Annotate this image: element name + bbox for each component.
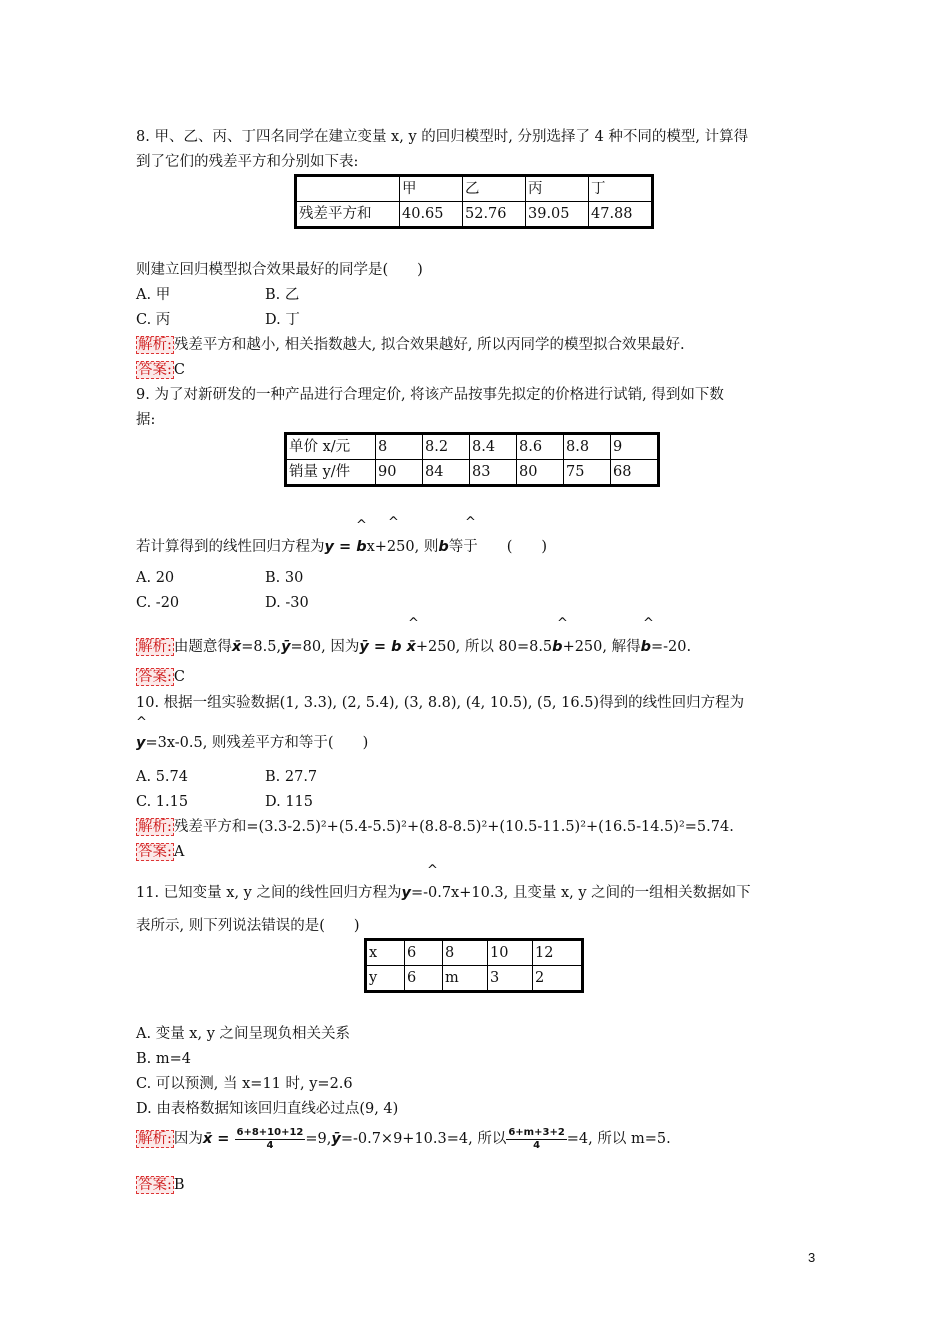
y-bar-symbol: ȳ <box>331 1131 341 1147</box>
q9-question-text: 等于 ( ) <box>448 539 548 555</box>
q8-table-header-yi: 乙 <box>463 176 526 202</box>
q9-table-cell: 83 <box>470 460 517 486</box>
q9-table-sales-label: 销量 y/件 <box>286 460 376 486</box>
q10-option-d: D. 115 <box>265 794 314 810</box>
q8-table-row-label: 残差平方和 <box>296 202 400 228</box>
q11-table-cell: 6 <box>405 940 443 966</box>
q9-option-c: C. -20 <box>136 595 180 611</box>
y-bar-symbol: ȳ <box>359 639 369 655</box>
equals-sign: = <box>212 1131 235 1147</box>
b-hat-symbol: b <box>640 639 651 655</box>
y-hat-symbol: y <box>401 885 411 901</box>
q9-question <box>136 537 547 557</box>
q8-table-header-jia: 甲 <box>400 176 463 202</box>
q9-analysis-text: 由题意得 <box>173 639 232 655</box>
b-hat-x-bar-symbol: b x̄ <box>391 639 416 655</box>
x-bar-symbol: x̄ <box>231 639 242 655</box>
q8-answer <box>136 360 185 380</box>
q11-analysis-text: =4, 所以 m=5. <box>566 1131 671 1147</box>
q11-table <box>364 938 584 993</box>
q8-table <box>294 174 654 229</box>
page-number: 3 <box>808 1250 816 1265</box>
q9-question-text: x+250, 则 <box>366 539 439 555</box>
q8-table-header-ding: 丁 <box>589 176 653 202</box>
q9-analysis-text: +250, 解得 <box>562 639 641 655</box>
b-hat-symbol: b <box>356 539 367 555</box>
q11-option-b: B. m=4 <box>136 1051 191 1067</box>
q8-question: 则建立回归模型拟合效果最好的同学是( ) <box>136 262 423 278</box>
q9-table-cell: 8.6 <box>517 434 564 460</box>
y-hat-symbol: y <box>136 735 146 751</box>
q11-table-y-label: y <box>366 966 405 992</box>
q9-analysis-text: =8.5, <box>241 639 282 655</box>
q10-option-a: A. 5.74 <box>136 769 188 785</box>
q9-table-price-label: 单价 x/元 <box>286 434 376 460</box>
q11-option-a: A. 变量 x, y 之间呈现负相关关系 <box>136 1026 350 1042</box>
q9-table-cell: 84 <box>423 460 470 486</box>
q8-stem-line1: 8. 甲、乙、丙、丁四名同学在建立变量 x, y 的回归模型时, 分别选择了 4 种不同的模型, 计算得 <box>136 129 749 145</box>
q11-table-cell: 6 <box>405 966 443 992</box>
equals-sign: = <box>333 539 357 555</box>
fraction-numerator: 6+8+10+12 <box>236 1126 304 1138</box>
q9-option-a: A. 20 <box>136 570 175 586</box>
q11-analysis-text: =9, <box>305 1131 332 1147</box>
fraction-mean-x <box>235 1127 306 1152</box>
q8-analysis-text: 残差平方和越小, 相关指数越大, 拟合效果越好, 所以丙同学的模型拟合效果最好. <box>173 337 685 353</box>
q10-stem-line2 <box>136 733 368 753</box>
y-bar-symbol: ȳ <box>281 639 291 655</box>
answer-tag: 答案: <box>138 1177 172 1193</box>
q9-table-cell: 75 <box>564 460 611 486</box>
q11-stem-line1 <box>136 883 751 903</box>
q10-analysis <box>136 817 734 837</box>
q8-answer-value: C <box>173 362 185 378</box>
analysis-tag: 解析: <box>138 639 172 655</box>
q11-stem-line2: 表所示, 则下列说法错误的是( ) <box>136 918 360 934</box>
y-hat-symbol: y <box>324 539 334 555</box>
q8-table-value: 52.76 <box>463 202 526 228</box>
q9-table-cell: 68 <box>611 460 659 486</box>
q8-option-d: D. 丁 <box>265 312 300 328</box>
x-bar-symbol: x̄ <box>202 1131 213 1147</box>
q11-table-cell: 8 <box>443 940 488 966</box>
analysis-tag: 解析: <box>138 1131 172 1147</box>
answer-tag: 答案: <box>138 844 172 860</box>
q9-analysis-text: =-20. <box>651 639 692 655</box>
q11-table-cell: 10 <box>488 940 533 966</box>
q11-stem-text: 11. 已知变量 x, y 之间的线性回归方程为 <box>136 885 402 901</box>
hat-mark: ^ <box>356 518 367 533</box>
q9-option-b: B. 30 <box>265 570 304 586</box>
q8-option-c: C. 丙 <box>136 312 171 328</box>
q9-answer-value: C <box>173 669 185 685</box>
q10-analysis-text: 残差平方和=(3.3-2.5)²+(5.4-5.5)²+(8.8-8.5)²+(10.5-11.5)²+(16.5-14.5)²=5.74. <box>173 819 734 835</box>
q11-table-cell: 2 <box>533 966 583 992</box>
q9-analysis-text: =80, 因为 <box>290 639 360 655</box>
hat-mark: ^ <box>136 715 147 730</box>
q8-table-header-bing: 丙 <box>526 176 589 202</box>
q9-table-cell: 8.4 <box>470 434 517 460</box>
fraction-denominator: 4 <box>266 1139 274 1151</box>
q8-table-value: 40.65 <box>400 202 463 228</box>
q8-stem-line2: 到了它们的残差平方和分别如下表: <box>136 154 359 170</box>
q11-table-cell: m <box>443 966 488 992</box>
q9-answer <box>136 667 185 687</box>
b-hat-symbol: b <box>438 539 449 555</box>
q8-table-corner <box>296 176 400 202</box>
q8-table-value: 47.88 <box>589 202 653 228</box>
equals-sign: = <box>368 639 392 655</box>
hat-mark: ^ <box>643 616 654 631</box>
q9-stem-line1: 9. 为了对新研发的一种产品进行合理定价, 将该产品按事先拟定的价格进行试销, 得到如下数 <box>136 387 724 403</box>
q10-answer-value: A <box>173 844 185 860</box>
answer-tag: 答案: <box>138 362 172 378</box>
q8-option-a: A. 甲 <box>136 287 171 303</box>
q11-option-c: C. 可以预测, 当 x=11 时, y=2.6 <box>136 1076 353 1092</box>
q9-table-cell: 90 <box>376 460 423 486</box>
b-hat-symbol: b <box>552 639 563 655</box>
q10-answer <box>136 842 184 862</box>
q11-table-cell: 3 <box>488 966 533 992</box>
q9-table-cell: 8 <box>376 434 423 460</box>
q9-table-cell: 8.8 <box>564 434 611 460</box>
analysis-tag: 解析: <box>138 337 172 353</box>
q10-stem-line1: 10. 根据一组实验数据(1, 3.3), (2, 5.4), (3, 8.8), (4, 10.5), (5, 16.5)得到的线性回归方程为 <box>136 695 745 711</box>
fraction-denominator: 4 <box>533 1139 541 1151</box>
hat-mark: ^ <box>557 616 568 631</box>
q9-table-cell: 9 <box>611 434 659 460</box>
q11-table-cell: 12 <box>533 940 583 966</box>
q11-answer-value: B <box>173 1177 185 1193</box>
q11-analysis <box>136 1124 671 1154</box>
q11-analysis-text: =-0.7×9+10.3=4, 所以 <box>340 1131 507 1147</box>
q9-option-d: D. -30 <box>265 595 309 611</box>
answer-tag: 答案: <box>138 669 172 685</box>
q9-question-text: 若计算得到的线性回归方程为 <box>136 539 325 555</box>
q11-stem-text: =-0.7x+10.3, 且变量 x, y 之间的一组相关数据如下 <box>410 885 751 901</box>
q9-analysis-text: +250, 所以 80=8.5 <box>415 639 553 655</box>
q9-stem-line2: 据: <box>136 412 156 428</box>
analysis-tag: 解析: <box>138 819 172 835</box>
hat-mark: ^ <box>427 863 438 878</box>
hat-mark: ^ <box>408 616 419 631</box>
q10-stem-text: =3x-0.5, 则残差平方和等于( ) <box>145 735 369 751</box>
q10-option-c: C. 1.15 <box>136 794 189 810</box>
q8-analysis <box>136 335 685 355</box>
q11-option-d: D. 由表格数据知该回归直线必过点(9, 4) <box>136 1101 399 1117</box>
q11-table-x-label: x <box>366 940 405 966</box>
q9-table <box>284 432 660 487</box>
q9-table-cell: 80 <box>517 460 564 486</box>
q8-option-b: B. 乙 <box>265 287 300 303</box>
q11-analysis-text: 因为 <box>173 1131 203 1147</box>
q9-table-cell: 8.2 <box>423 434 470 460</box>
q10-option-b: B. 27.7 <box>265 769 318 785</box>
q9-analysis <box>136 637 691 657</box>
hat-mark: ^ <box>465 515 476 530</box>
fraction-mean-y <box>506 1127 566 1152</box>
hat-mark: ^ <box>388 515 399 530</box>
q8-table-value: 39.05 <box>526 202 589 228</box>
fraction-numerator: 6+m+3+2 <box>508 1126 565 1138</box>
q11-answer <box>136 1175 185 1195</box>
